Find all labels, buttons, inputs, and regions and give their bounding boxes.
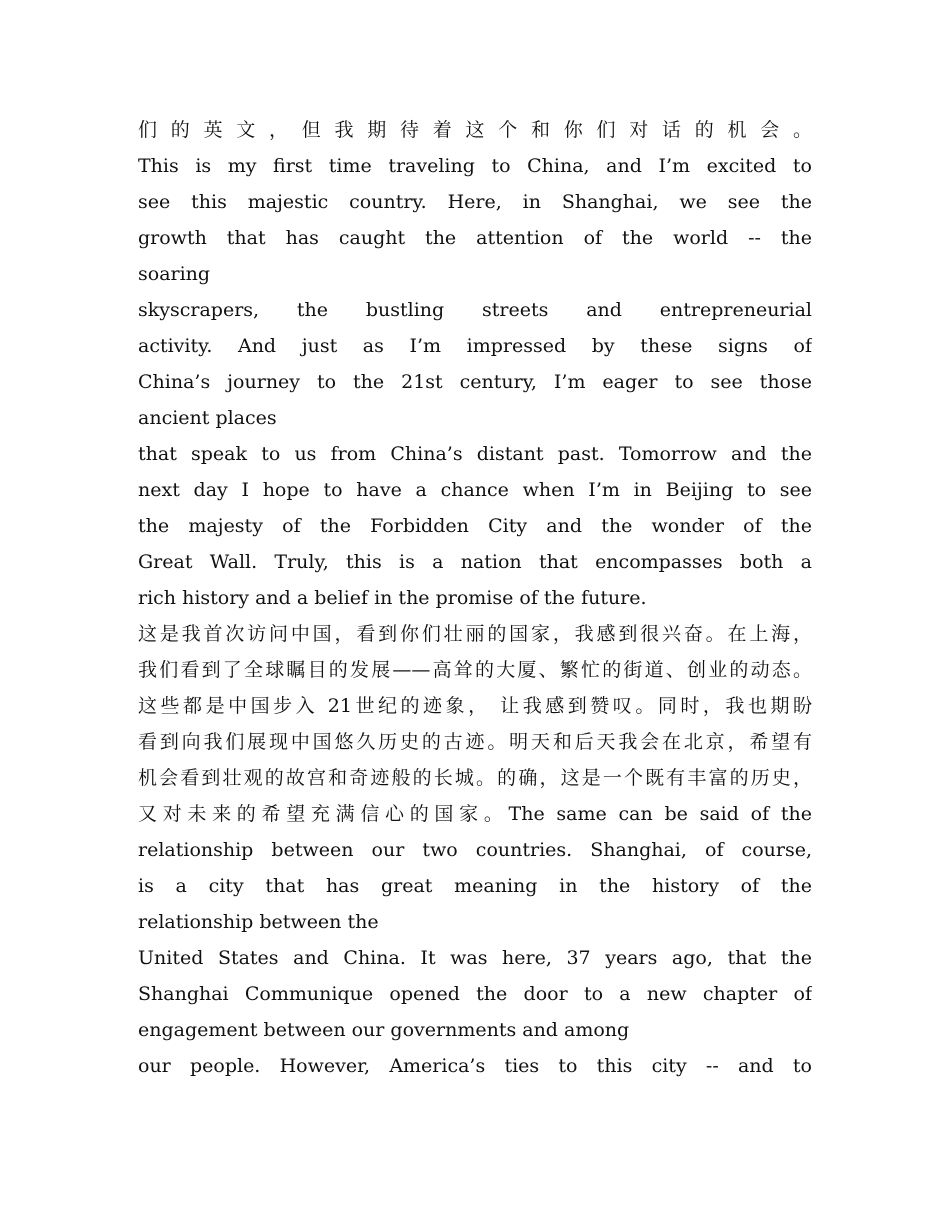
text-line: growth that has caught the attention of the world -- the <box>138 227 812 249</box>
text-line: Shanghai Communique opened the door to a new chapter of <box>138 983 812 1005</box>
text-line: 我们看到了全球瞩目的发展——高耸的大厦、繁忙的街道、创业的动态。 <box>138 659 812 681</box>
text-line: rich history and a belief in the promise of the future. <box>138 587 647 609</box>
text-line: skyscrapers, the bustling streets and entrepreneurial <box>138 299 812 321</box>
text-line: our people. However, America’s ties to this city -- and to <box>138 1055 812 1077</box>
text-line: see this majestic country. Here, in Shanghai, we see the <box>138 191 812 213</box>
text-line: ancient places <box>138 407 277 429</box>
text-line: the majesty of the Forbidden City and the wonder of the <box>138 515 812 537</box>
text-line: 又对未来的希望充满信心的国家。The same can be said of the <box>138 803 812 825</box>
text-line: 机会看到壮观的故宫和奇迹般的长城。的确，这是一个既有丰富的历史， <box>138 767 812 789</box>
text-line: 这是我首次访问中国，看到你们壮丽的国家，我感到很兴奋。在上海， <box>138 623 812 645</box>
text-line: relationship between the <box>138 911 379 933</box>
text-line: 这些都是中国步入 21世纪的迹象， 让我感到赞叹。同时，我也期盼 <box>138 695 812 717</box>
text-line: 看到向我们展现中国悠久历史的古迹。明天和后天我会在北京，希望有 <box>138 731 812 753</box>
text-line: United States and China. It was here, 37 years ago, that the <box>138 947 812 969</box>
text-line: engagement between our governments and among <box>138 1019 630 1041</box>
text-line: China’s journey to the 21st century, I’m eager to see those <box>138 371 812 393</box>
text-line: 们的英文，但我期待着这个和你们对话的机会。 <box>138 119 812 141</box>
text-line: This is my first time traveling to China, and I’m excited to <box>138 155 812 177</box>
text-line: next day I hope to have a chance when I’m in Beijing to see <box>138 479 812 501</box>
text-line: that speak to us from China’s distant past. Tomorrow and the <box>138 443 812 465</box>
text-line: relationship between our two countries. Shanghai, of course, <box>138 839 812 861</box>
body-text <box>138 112 812 1084</box>
text-line: soaring <box>138 263 211 285</box>
text-line: Great Wall. Truly, this is a nation that encompasses both a <box>138 551 812 573</box>
text-line: is a city that has great meaning in the history of the <box>138 875 812 897</box>
text-line: activity. And just as I’m impressed by these signs of <box>138 335 812 357</box>
